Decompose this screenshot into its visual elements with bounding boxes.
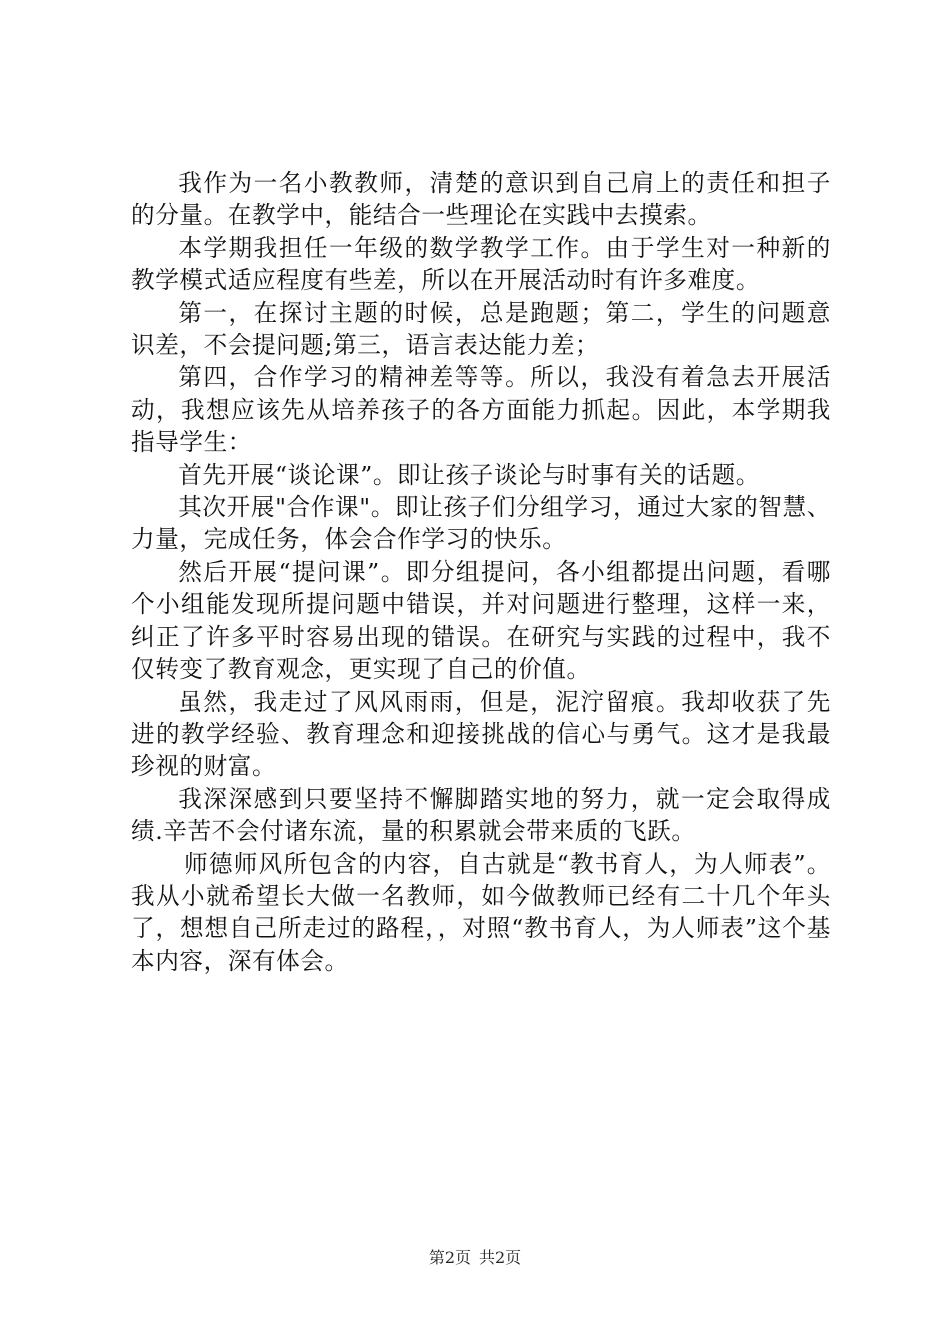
page-number: 第2页 — [428, 1248, 471, 1267]
paragraph-1: 我作为一名小教教师，清楚的意识到自己肩上的责任和担子的分量。在教学中，能结合一些理论在实践中去摸索。 — [131, 169, 831, 230]
document-body — [131, 167, 831, 977]
paragraph-5: 首先开展“谈论课”。即让孩子谈论与时事有关的话题。 — [178, 460, 760, 489]
paragraph-7: 然后开展“提问课”。即分组提问，各小组都提出问题，看哪个小组能发现所提问题中错误，并对问题进行整理，这样一来，纠正了许多平时容易出现的错误。在研究与实践的过程中，我不仅转变了教育观念，更实现了自己的价值。 — [131, 557, 831, 684]
page-total: 共2页 — [479, 1248, 522, 1267]
paragraph-10: 师德师风所包含的内容，自古就是“教书育人，为人师表”。我从小就希望长大做一名教师，如今做教师已经有二十几个年头了，想想自己所走过的路程，，对照“教书育人，为人师表”这个基本内容，深有体会。 — [131, 849, 831, 975]
page-footer — [0, 1248, 950, 1268]
paragraph-6: 其次开展"合作课"。即让孩子们分组学习，通过大家的智慧、力量，完成任务，体会合作学习的快乐。 — [131, 493, 831, 554]
paragraph-2: 本学期我担任一年级的数学教学工作。由于学生对一种新的教学模式适应程度有些差，所以在开展活动时有许多难度。 — [131, 233, 831, 295]
paragraph-9: 我深深感到只要坚持不懈脚踏实地的努力，就一定会取得成绩.辛苦不会付诸东流，量的积累就会带来质的飞跃。 — [131, 784, 831, 846]
paragraph-4: 第四，合作学习的精神差等等。所以，我没有着急去开展活动，我想应该先从培养孩子的各方面能力抓起。因此，本学期我指导学生： — [131, 363, 831, 457]
paragraph-8: 虽然，我走过了风风雨雨，但是，泥泞留痕。我却收获了先进的教学经验、教育理念和迎接挑战的信心与勇气。这才是我最珍视的财富。 — [131, 687, 831, 781]
paragraph-3: 第一，在探讨主题的时候，总是跑题；第二，学生的问题意识差，不会提问题;第三，语言表达能力差； — [131, 298, 831, 360]
